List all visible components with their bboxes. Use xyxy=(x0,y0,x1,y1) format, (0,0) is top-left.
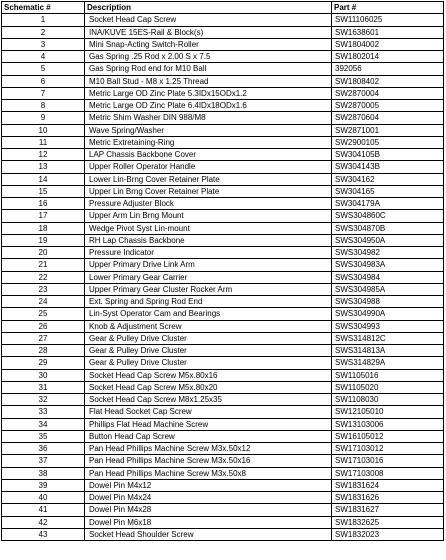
cell-part-number: SW1808402 xyxy=(332,75,444,87)
cell-part-number: SW1831627 xyxy=(332,504,444,516)
cell-part-number: SW17103008 xyxy=(332,467,444,479)
cell-schematic-number: 8 xyxy=(2,100,85,112)
cell-description: Pressure Adjuster Block xyxy=(85,198,332,210)
cell-part-number: SWS304982 xyxy=(332,247,444,259)
cell-part-number: SWS304870B xyxy=(332,222,444,234)
cell-schematic-number: 19 xyxy=(2,234,85,246)
cell-description: Flat Head Socket Cap Screw xyxy=(85,406,332,418)
table-row xyxy=(2,443,444,455)
cell-schematic-number: 14 xyxy=(2,173,85,185)
cell-part-number: SW1832625 xyxy=(332,516,444,528)
cell-schematic-number: 28 xyxy=(2,345,85,357)
cell-description: Dowel Pin M4x28 xyxy=(85,504,332,516)
cell-description: Button Head Cap Screw xyxy=(85,430,332,442)
table-row xyxy=(2,381,444,393)
table-row xyxy=(2,198,444,210)
cell-schematic-number: 36 xyxy=(2,443,85,455)
cell-description: Pan Head Phillips Machine Screw M3x.50x8 xyxy=(85,467,332,479)
header-description: Description xyxy=(85,2,332,14)
table-header-row xyxy=(2,2,444,14)
cell-schematic-number: 33 xyxy=(2,406,85,418)
cell-part-number: SW1832023 xyxy=(332,528,444,540)
table-row xyxy=(2,222,444,234)
table-row xyxy=(2,173,444,185)
cell-part-number: SWS314812C xyxy=(332,332,444,344)
cell-description: Wave Spring/Washer xyxy=(85,124,332,136)
cell-description: Wedge Pivot Syst Lin-mount xyxy=(85,222,332,234)
cell-schematic-number: 23 xyxy=(2,283,85,295)
cell-part-number: SW17103012 xyxy=(332,443,444,455)
cell-schematic-number: 29 xyxy=(2,357,85,369)
cell-part-number: SW2900105 xyxy=(332,136,444,148)
cell-description: Pressure Indicator xyxy=(85,247,332,259)
cell-part-number: SWS304950A xyxy=(332,234,444,246)
cell-schematic-number: 32 xyxy=(2,394,85,406)
cell-part-number: SW304105B xyxy=(332,149,444,161)
cell-description: Upper Primary Drive Link Arm xyxy=(85,259,332,271)
cell-schematic-number: 20 xyxy=(2,247,85,259)
cell-part-number: SW13103006 xyxy=(332,418,444,430)
table-row xyxy=(2,394,444,406)
cell-description: Socket Head Cap Screw M5x.80x16 xyxy=(85,369,332,381)
cell-description: Metric Shim Washer DIN 988/M8 xyxy=(85,112,332,124)
cell-schematic-number: 43 xyxy=(2,528,85,540)
table-row xyxy=(2,161,444,173)
cell-schematic-number: 9 xyxy=(2,112,85,124)
cell-part-number: SW1802014 xyxy=(332,51,444,63)
cell-schematic-number: 27 xyxy=(2,332,85,344)
cell-part-number: SW1105020 xyxy=(332,381,444,393)
cell-part-number: SW1804002 xyxy=(332,38,444,50)
cell-description: M10 Ball Stud - M8 x 1.25 Thread xyxy=(85,75,332,87)
cell-description: Metric Large OD Zinc Plate 6.4IDx18ODx1.6 xyxy=(85,100,332,112)
cell-part-number: SW1638601 xyxy=(332,26,444,38)
cell-part-number: 392056 xyxy=(332,63,444,75)
cell-part-number: SW304162 xyxy=(332,173,444,185)
cell-part-number: SW1108030 xyxy=(332,394,444,406)
table-row xyxy=(2,504,444,516)
table-row xyxy=(2,455,444,467)
table-row xyxy=(2,185,444,197)
cell-schematic-number: 6 xyxy=(2,75,85,87)
cell-description: Pan Head Phillips Machine Screw M3x.50x12 xyxy=(85,443,332,455)
table-row xyxy=(2,87,444,99)
cell-schematic-number: 31 xyxy=(2,381,85,393)
table-row xyxy=(2,479,444,491)
table-row xyxy=(2,320,444,332)
cell-description: Lin-Syst Operator Cam and Bearings xyxy=(85,308,332,320)
cell-description: Socket Head Cap Screw M5x.80x20 xyxy=(85,381,332,393)
cell-part-number: SWS314813A xyxy=(332,345,444,357)
header-part-number: Part # xyxy=(332,2,444,14)
cell-description: Ext. Spring and Spring Rod End xyxy=(85,296,332,308)
cell-schematic-number: 7 xyxy=(2,87,85,99)
cell-description: Metric Large OD Zinc Plate 5.3IDx15ODx1.2 xyxy=(85,87,332,99)
cell-description: Gear & Pulley Drive Cluster xyxy=(85,357,332,369)
table-row xyxy=(2,210,444,222)
cell-schematic-number: 35 xyxy=(2,430,85,442)
table-row xyxy=(2,149,444,161)
cell-schematic-number: 34 xyxy=(2,418,85,430)
cell-part-number: SW17103016 xyxy=(332,455,444,467)
table-row xyxy=(2,136,444,148)
cell-schematic-number: 30 xyxy=(2,369,85,381)
table-row xyxy=(2,332,444,344)
cell-part-number: SW2871001 xyxy=(332,124,444,136)
table-row xyxy=(2,38,444,50)
parts-list xyxy=(1,1,444,541)
cell-schematic-number: 17 xyxy=(2,210,85,222)
cell-schematic-number: 10 xyxy=(2,124,85,136)
cell-description: Lower Primary Gear Carrier xyxy=(85,271,332,283)
cell-part-number: SW304179A xyxy=(332,198,444,210)
cell-description: Upper Primary Gear Cluster Rocker Arm xyxy=(85,283,332,295)
cell-schematic-number: 22 xyxy=(2,271,85,283)
table-row xyxy=(2,296,444,308)
cell-description: Socket Head Cap Screw xyxy=(85,14,332,26)
cell-schematic-number: 24 xyxy=(2,296,85,308)
cell-part-number: SW16105012 xyxy=(332,430,444,442)
table-row xyxy=(2,259,444,271)
cell-schematic-number: 11 xyxy=(2,136,85,148)
table-row xyxy=(2,124,444,136)
table-row xyxy=(2,14,444,26)
cell-description: Gear & Pulley Drive Cluster xyxy=(85,332,332,344)
cell-description: Gas Spring .25 Rod x 2.00 S x 7.5 xyxy=(85,51,332,63)
cell-part-number: SWS304983A xyxy=(332,259,444,271)
table-row xyxy=(2,418,444,430)
table-row xyxy=(2,345,444,357)
cell-description: INA/KUVE 15ES-Rail & Block(s) xyxy=(85,26,332,38)
cell-part-number: SW2870005 xyxy=(332,100,444,112)
cell-part-number: SW304165 xyxy=(332,185,444,197)
table-row xyxy=(2,271,444,283)
header-schematic-number: Schematic # xyxy=(2,2,85,14)
cell-part-number: SWS314829A xyxy=(332,357,444,369)
table-row xyxy=(2,26,444,38)
cell-schematic-number: 39 xyxy=(2,479,85,491)
table-row xyxy=(2,516,444,528)
table-row xyxy=(2,528,444,540)
table-row xyxy=(2,247,444,259)
cell-description: RH Lap Chassis Backbone xyxy=(85,234,332,246)
table-row xyxy=(2,357,444,369)
cell-schematic-number: 40 xyxy=(2,492,85,504)
cell-description: LAP Chassis Backbone Cover xyxy=(85,149,332,161)
cell-part-number: SWS304988 xyxy=(332,296,444,308)
cell-part-number: SW1831626 xyxy=(332,492,444,504)
cell-description: Upper Roller Operator Handle xyxy=(85,161,332,173)
cell-schematic-number: 2 xyxy=(2,26,85,38)
cell-schematic-number: 38 xyxy=(2,467,85,479)
cell-description: Dowel Pin M4x24 xyxy=(85,492,332,504)
cell-schematic-number: 41 xyxy=(2,504,85,516)
cell-description: Upper Lin Brng Cover Retainer Plate xyxy=(85,185,332,197)
table-row xyxy=(2,406,444,418)
cell-part-number: SWS304985A xyxy=(332,283,444,295)
cell-description: Phillips Flat Head Machine Screw xyxy=(85,418,332,430)
cell-schematic-number: 26 xyxy=(2,320,85,332)
cell-schematic-number: 5 xyxy=(2,63,85,75)
cell-schematic-number: 3 xyxy=(2,38,85,50)
cell-description: Pan Head Phillips Machine Screw M3x.50x16 xyxy=(85,455,332,467)
cell-description: Dowel Pin M4x12 xyxy=(85,479,332,491)
cell-schematic-number: 16 xyxy=(2,198,85,210)
cell-part-number: SW1105016 xyxy=(332,369,444,381)
cell-schematic-number: 1 xyxy=(2,14,85,26)
table-row xyxy=(2,283,444,295)
cell-schematic-number: 25 xyxy=(2,308,85,320)
cell-part-number: SW304143B xyxy=(332,161,444,173)
cell-part-number: SWS304984 xyxy=(332,271,444,283)
cell-description: Socket Head Cap Screw M8x1.25x35 xyxy=(85,394,332,406)
cell-description: Knob & Adjustment Screw xyxy=(85,320,332,332)
cell-part-number: SW12105010 xyxy=(332,406,444,418)
table-row xyxy=(2,369,444,381)
cell-schematic-number: 18 xyxy=(2,222,85,234)
table-row xyxy=(2,467,444,479)
cell-part-number: SWS304990A xyxy=(332,308,444,320)
cell-schematic-number: 21 xyxy=(2,259,85,271)
cell-description: Gear & Pulley Drive Cluster xyxy=(85,345,332,357)
cell-description: Upper Arm Lin Brng Mount xyxy=(85,210,332,222)
table-row xyxy=(2,308,444,320)
table-row xyxy=(2,430,444,442)
cell-description: Gas Spring Rod end for M10 Ball xyxy=(85,63,332,75)
cell-description: Metric Extretaining-Ring xyxy=(85,136,332,148)
table-row xyxy=(2,492,444,504)
parts-table xyxy=(1,1,444,541)
table-row xyxy=(2,51,444,63)
cell-description: Dowel Pin M6x18 xyxy=(85,516,332,528)
table-row xyxy=(2,63,444,75)
table-row xyxy=(2,234,444,246)
cell-description: Lower Lin-Brng Cover Retainer Plate xyxy=(85,173,332,185)
table-row xyxy=(2,112,444,124)
cell-part-number: SWS304993 xyxy=(332,320,444,332)
cell-schematic-number: 42 xyxy=(2,516,85,528)
table-row xyxy=(2,75,444,87)
cell-schematic-number: 37 xyxy=(2,455,85,467)
cell-part-number: SWS304860C xyxy=(332,210,444,222)
table-body xyxy=(2,14,444,541)
table-row xyxy=(2,100,444,112)
cell-description: Socket Head Shoulder Screw xyxy=(85,528,332,540)
cell-schematic-number: 12 xyxy=(2,149,85,161)
cell-part-number: SW2870004 xyxy=(332,87,444,99)
cell-part-number: SW2870604 xyxy=(332,112,444,124)
cell-schematic-number: 4 xyxy=(2,51,85,63)
cell-part-number: SW1831624 xyxy=(332,479,444,491)
cell-description: Mini Snap-Acting Switch-Roller xyxy=(85,38,332,50)
cell-schematic-number: 13 xyxy=(2,161,85,173)
cell-part-number: SW11106025 xyxy=(332,14,444,26)
cell-schematic-number: 15 xyxy=(2,185,85,197)
